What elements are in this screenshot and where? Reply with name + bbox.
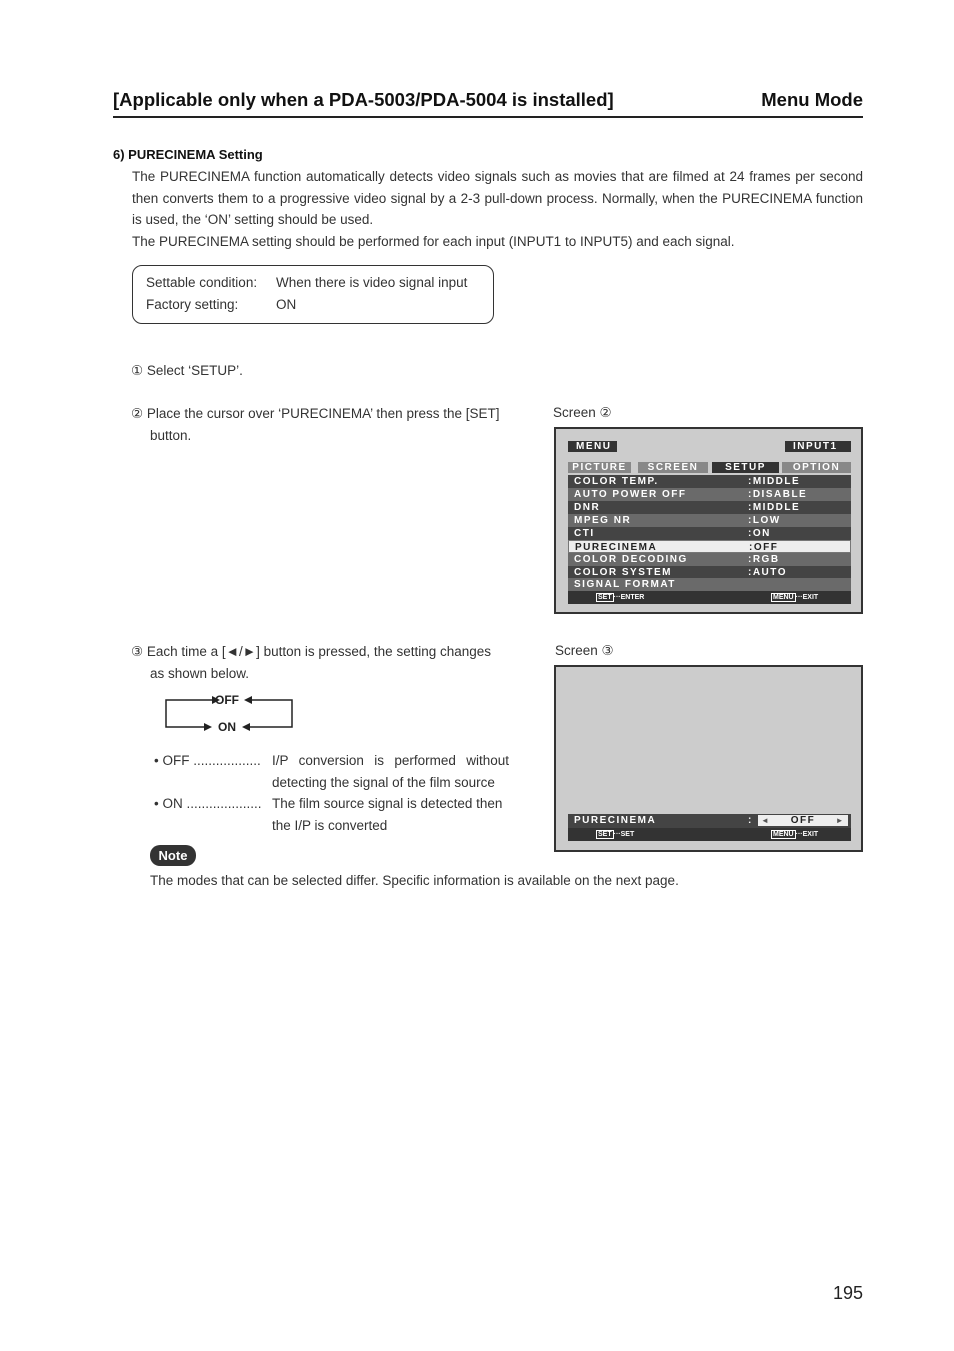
bullet-on-line-2: the I/P is converted xyxy=(272,818,388,833)
section-paragraph-1: The PURECINEMA function automatically detects video signals such as movies that are filmed at 24 frames per second then converts them to a progressive video signal by a 2-3 pull-down process. Normally, when the PURECINEMA function is used, the ‘ON’ setting should be used. xyxy=(132,169,863,227)
menu-key-icon: MENU xyxy=(773,594,794,601)
purecinema-value-selector[interactable] xyxy=(758,815,848,826)
factory-label: Factory setting: xyxy=(146,297,239,312)
note-text: The modes that can be selected differ. Specific information is available on the next page. xyxy=(150,873,679,888)
bullet-off-label: • OFF .................. xyxy=(154,753,261,768)
page-header xyxy=(113,86,863,118)
menu-key-icon: MENU xyxy=(773,831,794,838)
step-3-line-2: as shown below. xyxy=(150,666,250,681)
menu-row-color-decoding[interactable]: COLOR DECODING :RGB xyxy=(568,553,851,566)
osd-footer xyxy=(568,828,851,841)
purecinema-value: OFF xyxy=(790,815,816,826)
cycle-label-on: ON xyxy=(218,720,236,734)
cycle-line-left xyxy=(166,712,204,727)
arrow-left-icon xyxy=(244,696,252,704)
purecinema-setting-row[interactable] xyxy=(568,814,851,828)
tab-screen[interactable]: SCREEN xyxy=(638,462,708,473)
step-2-line-2: button. xyxy=(150,428,192,443)
bullet-on-label: • ON .................... xyxy=(154,796,262,811)
header-title: [Applicable only when a PDA-5003/PDA-5004 is installed] xyxy=(113,89,614,110)
arrow-right-icon xyxy=(204,723,212,731)
tab-setup[interactable]: SETUP xyxy=(712,462,779,473)
cycle-arrow-to-on xyxy=(250,712,292,727)
screen-3-osd xyxy=(554,665,863,852)
cycle-line-from-right xyxy=(252,700,292,712)
screen-2-label: Screen ② xyxy=(553,405,612,420)
menu-row-purecinema[interactable]: PURECINEMA :OFF xyxy=(568,540,851,553)
section-paragraph-2: The PURECINEMA setting should be performed for each input (INPUT1 to INPUT5) and each signal. xyxy=(132,234,735,249)
screen-2-osd xyxy=(554,427,863,614)
menu-row-mpeg-nr[interactable]: MPEG NR :LOW xyxy=(568,514,851,527)
arrow-left-icon[interactable]: ◄ xyxy=(761,816,771,825)
page-number: 195 xyxy=(832,1283,863,1303)
bullet-off-line-1: I/P conversion is performed without xyxy=(272,753,509,768)
condition-label: Settable condition: xyxy=(146,275,258,290)
set-key-icon: SET xyxy=(598,594,612,601)
menu-row-signal-format[interactable]: SIGNAL FORMAT xyxy=(568,578,851,591)
step-3-line-1: ③ Each time a [◄/►] button is pressed, the setting changes xyxy=(131,644,492,659)
cycle-label-off: OFF xyxy=(215,693,239,707)
footer-set-hint: SET ···SET xyxy=(598,831,635,838)
step-1: ① Select ‘SETUP’. xyxy=(131,363,243,378)
input-tag: INPUT1 xyxy=(785,441,851,452)
menu-row-auto-power-off[interactable]: AUTO POWER OFF :DISABLE xyxy=(568,488,851,501)
factory-value: ON xyxy=(276,297,297,312)
step-2-line-1: ② Place the cursor over ‘PURECINEMA’ then press the [SET] xyxy=(131,406,500,421)
purecinema-colon: : xyxy=(748,815,753,826)
purecinema-label: PURECINEMA xyxy=(574,815,657,826)
footer-enter-hint: SET ···ENTER xyxy=(598,594,645,601)
section-title: 6) PURECINEMA Setting xyxy=(113,147,263,162)
arrow-left-icon xyxy=(242,723,250,731)
note-badge: Note xyxy=(150,845,196,866)
factory-setting-row xyxy=(146,297,296,312)
tab-picture[interactable]: PICTURE xyxy=(568,462,631,473)
tab-option[interactable]: OPTION xyxy=(782,462,851,473)
arrow-right-icon[interactable]: ► xyxy=(835,816,845,825)
menu-row-color-system[interactable]: COLOR SYSTEM :AUTO xyxy=(568,566,851,579)
bullet-off-line-2: detecting the signal of the film source xyxy=(272,775,495,790)
osd-footer xyxy=(568,591,851,604)
set-key-icon: SET xyxy=(598,831,612,838)
header-section: Menu Mode xyxy=(761,89,863,110)
menu-row-color-temp[interactable]: COLOR TEMP. :MIDDLE xyxy=(568,475,851,488)
footer-exit-hint: MENU ···EXIT xyxy=(773,831,819,838)
screen-3-label: Screen ③ xyxy=(555,643,614,658)
condition-value: When there is video signal input xyxy=(276,275,468,290)
menu-row-cti[interactable]: CTI :ON xyxy=(568,527,851,540)
cycle-arrow-to-off xyxy=(166,700,212,712)
settings-infobox xyxy=(132,265,494,324)
menu-row-dnr[interactable]: DNR :MIDDLE xyxy=(568,501,851,514)
settable-condition-row xyxy=(146,275,467,290)
bullet-on-line-1: The film source signal is detected then xyxy=(272,796,503,811)
menu-tag: MENU xyxy=(568,441,617,452)
footer-exit-hint: MENU ···EXIT xyxy=(773,594,819,601)
